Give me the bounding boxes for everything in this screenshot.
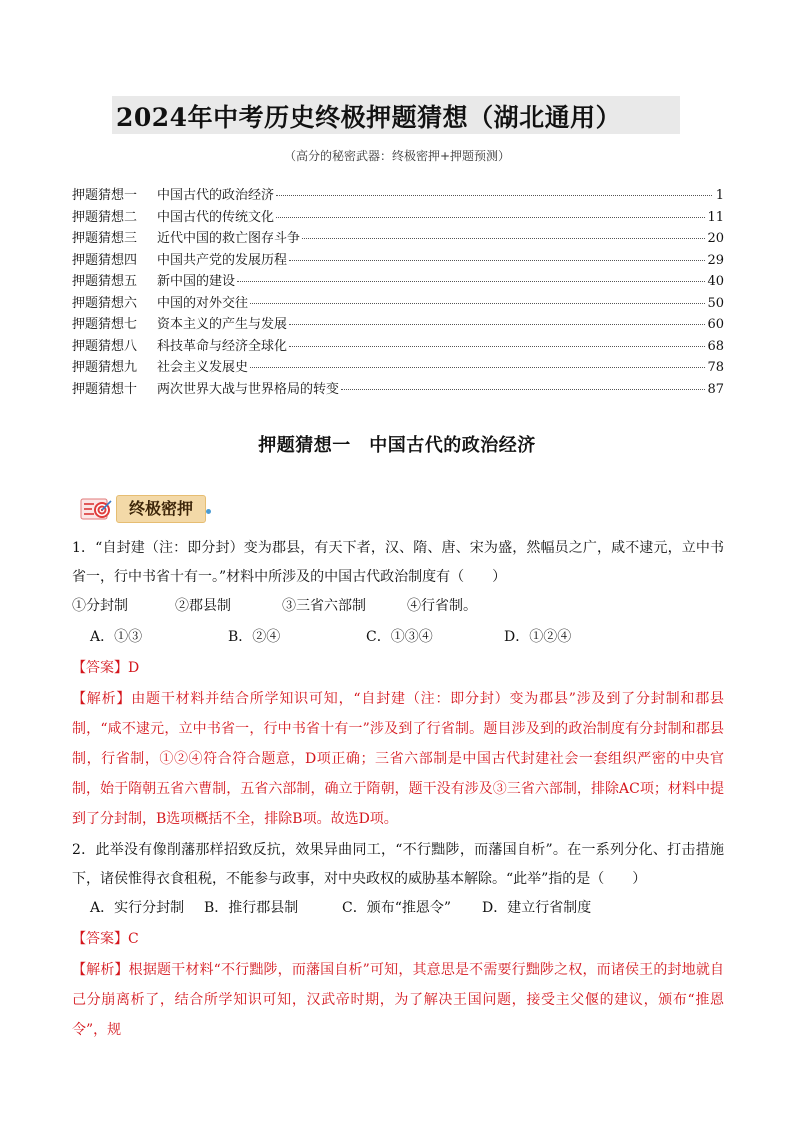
document-subtitle: （高分的秘密武器：终极密押+押题预测） [283, 149, 511, 163]
toc-label: 押题猜想一 [72, 188, 138, 203]
toc-leader [302, 238, 705, 239]
toc-leader [289, 260, 705, 261]
toc-page-number: 50 [707, 295, 724, 311]
toc-row[interactable] [72, 313, 724, 335]
answer-value: C [128, 931, 139, 947]
toc-title: 两次世界大战与世界格局的转变 [157, 381, 340, 397]
toc-label: 押题猜想二 [72, 209, 138, 225]
toc-page-number: 78 [707, 360, 724, 375]
toc-row[interactable] [72, 378, 724, 400]
toc-label: 押题猜想五 [72, 274, 138, 289]
answer-line [72, 924, 724, 955]
final-prediction-badge [80, 493, 210, 525]
choice-option[interactable]: A．①③ [90, 629, 143, 645]
title-banner [112, 96, 680, 134]
answer-tag: 【答案】 [72, 931, 128, 947]
question-stem: 1．“自封建（注：即分封）变为郡县，有天下者，汉、隋、唐、宋为盛，然幅员之广，咸不逮元，立中书省一，行中书省十有一。”材料中所涉及的中国古代政治制度有（ ） [72, 540, 724, 585]
toc-leader [276, 217, 705, 218]
choice-option[interactable]: C．①③④ [366, 629, 433, 645]
toc-leader [276, 195, 712, 196]
toc-row[interactable] [72, 249, 724, 271]
choice-option[interactable]: D．①②④ [504, 629, 572, 645]
toc-title: 中国共产党的发展历程 [157, 252, 288, 268]
document-title: 2024年中考历史终极押题猜想（湖北通用） [116, 103, 622, 132]
toc-label: 押题猜想七 [72, 317, 138, 332]
toc-title: 新中国的建设 [157, 274, 236, 289]
toc-page-number: 29 [707, 252, 724, 268]
explanation-tag: 【解析】 [72, 962, 129, 978]
toc-page-number: 60 [707, 317, 724, 332]
toc-title: 中国古代的传统文化 [157, 209, 275, 225]
toc-title: 科技革命与经济全球化 [157, 338, 288, 354]
answer-choices [72, 622, 724, 653]
toc-label: 押题猜想六 [72, 295, 138, 311]
toc-row[interactable] [72, 184, 724, 206]
toc-page-number: 1 [715, 188, 724, 203]
target-icon [80, 497, 114, 521]
question-content [72, 534, 724, 1045]
answer-value: D [128, 660, 140, 676]
statement-item: ①分封制 [72, 598, 128, 614]
choice-option[interactable]: B．②④ [228, 629, 281, 645]
toc-page-number: 20 [707, 231, 724, 246]
toc-title: 近代中国的救亡图存斗争 [157, 231, 301, 246]
toc-row[interactable] [72, 356, 724, 378]
explanation-text: 由题干材料并结合所学知识可知，“自封建（注：即分封）变为郡县”涉及到了分封制和郡县制，“咸不逮元，立中书省一，行中书省十有一”涉及到了行省制。题目涉及到的政治制度有分封制和郡县制，行省制，①②④符合符合题意，D项正确；三省六部制是中国古代封建社会一套组织严密的中央官制，始于隋朝五省六曹制，五省六部制，确立于隋朝，题干没有涉及③三省六部制，排除AC项；材料中提到了分封制，B选项概括不全，排除B项。故选D项。 [72, 691, 725, 827]
toc-row[interactable] [72, 292, 724, 314]
badge-dot [206, 509, 211, 514]
toc-page-number: 11 [707, 209, 724, 225]
answer-line [72, 653, 724, 684]
choice-option[interactable]: A．实行分封制 [90, 900, 185, 916]
toc-leader [289, 346, 705, 347]
explanation-text: 根据题干材料“不行黜陟，而藩国自析”可知，其意思是不需要行黜陟之权，而诸侯王的封地就自己分崩离析了，结合所学知识可知，汉武帝时期，为了解决王国问题，接受主父偃的建议，颁布“推恩令”，规 [72, 962, 725, 1038]
toc-page-number: 40 [707, 274, 724, 289]
table-of-contents [72, 184, 724, 399]
explanation [72, 684, 724, 834]
toc-leader [289, 324, 705, 325]
statement-item: ④行省制。 [407, 598, 477, 614]
toc-title: 资本主义的产生与发展 [157, 317, 288, 332]
toc-label: 押题猜想十 [72, 381, 138, 397]
explanation-tag: 【解析】 [72, 691, 132, 707]
answer-tag: 【答案】 [72, 660, 128, 676]
toc-row[interactable] [72, 335, 724, 357]
toc-title: 社会主义发展史 [157, 360, 249, 375]
toc-row[interactable] [72, 206, 724, 228]
toc-label: 押题猜想三 [72, 231, 138, 246]
toc-label: 押题猜想八 [72, 338, 138, 354]
explanation [72, 955, 724, 1045]
toc-row[interactable] [72, 227, 724, 249]
toc-leader [237, 281, 705, 282]
statement-items [72, 591, 724, 622]
question-stem: 2．此举没有像削藩那样招致反抗，效果异曲同工，“不行黜陟，而藩国自析”。在一系列分化、打击措施下，诸侯惟得衣食租税，不能参与政事，对中央政权的威胁基本解除。“此举”指的是（ ） [72, 842, 724, 887]
toc-leader [250, 303, 705, 304]
toc-title: 中国古代的政治经济 [157, 188, 275, 203]
section-heading: 押题猜想一 中国古代的政治经济 [258, 435, 536, 456]
toc-leader [341, 389, 705, 390]
toc-title: 中国的对外交往 [157, 295, 249, 311]
toc-page-number: 68 [707, 338, 724, 354]
statement-item: ③三省六部制 [282, 598, 366, 614]
choice-option[interactable]: C．颁布“推恩令” [342, 900, 452, 916]
toc-label: 押题猜想九 [72, 360, 138, 375]
statement-item: ②郡县制 [175, 598, 231, 614]
badge-label: 终极密押 [116, 495, 206, 523]
toc-label: 押题猜想四 [72, 252, 138, 268]
choice-option[interactable]: B．推行郡县制 [204, 900, 299, 916]
toc-row[interactable] [72, 270, 724, 292]
choice-option[interactable]: D．建立行省制度 [482, 900, 592, 916]
toc-page-number: 87 [707, 381, 724, 397]
toc-leader [250, 367, 705, 368]
answer-choices [72, 893, 724, 924]
